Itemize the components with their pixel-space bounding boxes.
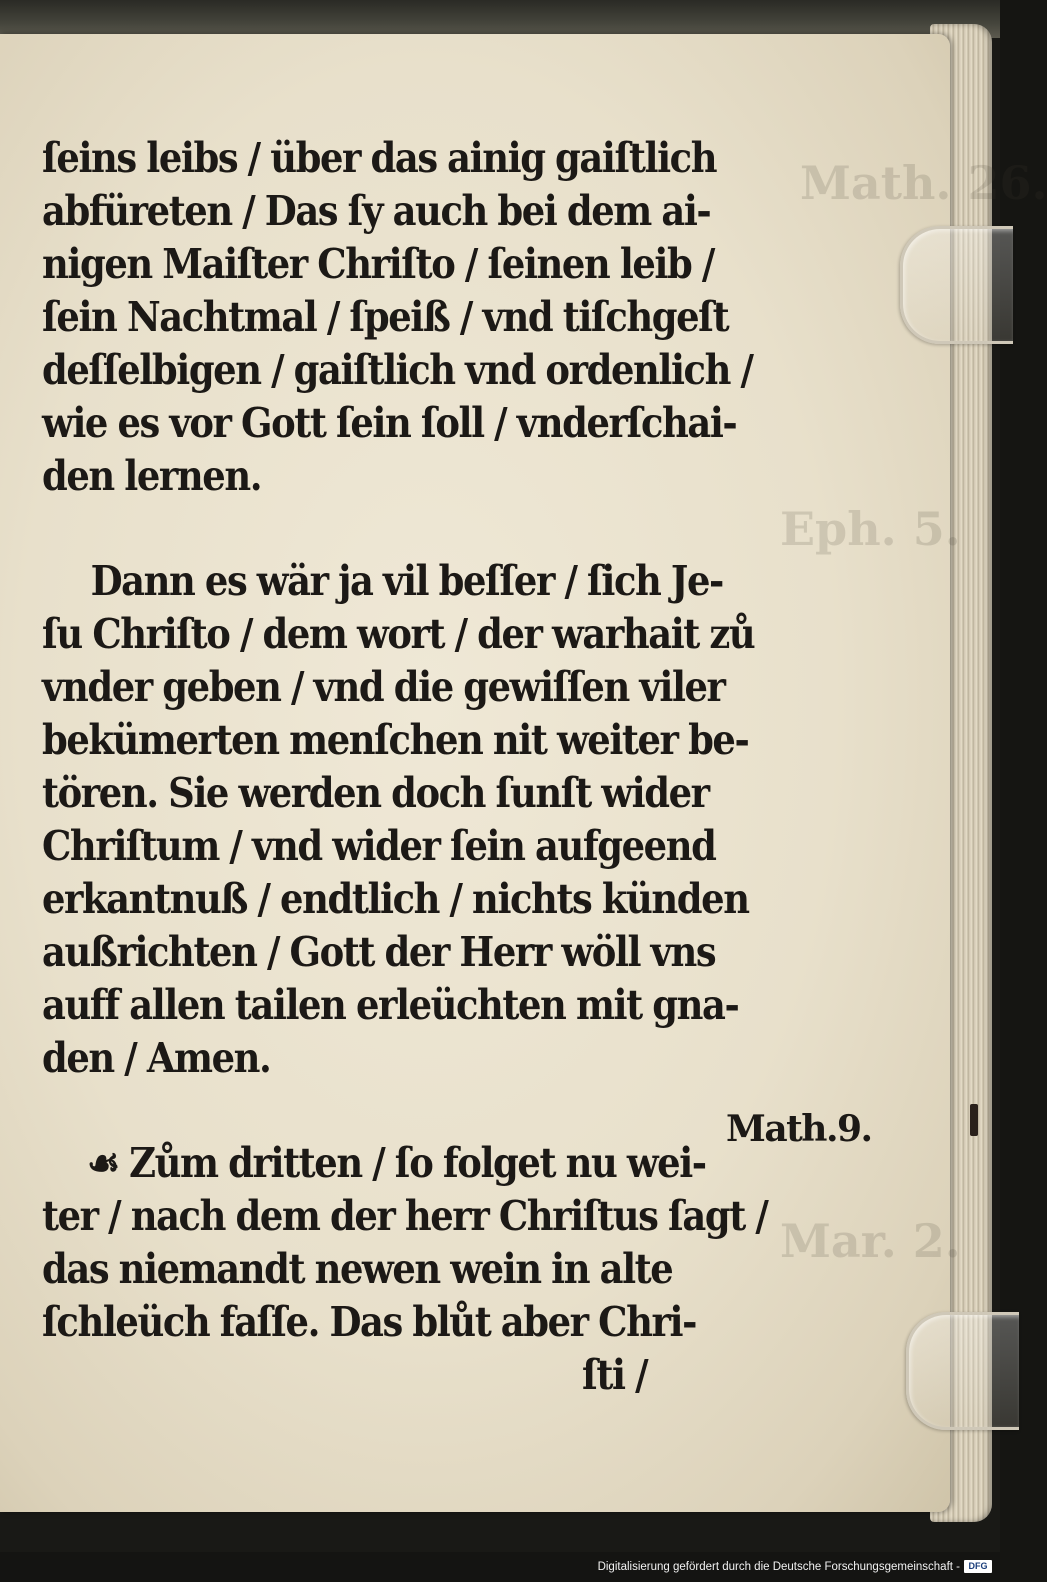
text-line: ſeins leibs / über das ainig gaiſtlich xyxy=(42,134,717,182)
text-line: außrichten / Gott der Herr wöll vns xyxy=(42,928,716,976)
paragraph-3 xyxy=(42,1137,768,1402)
footer-credit-text: Digitalisierung gefördert durch die Deutsche Forschungsgemeinschaft - xyxy=(597,1561,960,1573)
text-line: nigen Maiſter Chriſto / ſeinen leib / xyxy=(42,240,714,288)
text-line: wie es vor Gott ſein ſoll / vnderſchai- xyxy=(42,399,737,447)
binding-pin xyxy=(970,1104,978,1136)
text-line: abfüreten / Das ſy auch bei dem ai- xyxy=(42,187,711,235)
paragraph-1 xyxy=(42,132,753,503)
text-line: ter / nach dem der herr Chriſtus ſagt / xyxy=(42,1192,768,1240)
text-line: auff allen tailen erleüchten mit gna- xyxy=(42,981,739,1029)
paragraph-2 xyxy=(42,555,755,1085)
text-line: bekümerten menſchen nit weiter be- xyxy=(42,716,749,764)
main-text-block xyxy=(42,132,768,1402)
text-line: Dann es wär ja vil beſſer / ſich Je- xyxy=(90,557,723,605)
text-line: deſſelbigen / gaiſtlich vnd ordenlich / xyxy=(42,346,753,394)
text-line: erkantnuß / endtlich / nichts künden xyxy=(42,875,749,923)
text-line: ſein Nachtmal / ſpeiß / vnd tiſchgeſt xyxy=(42,293,729,341)
margin-note: Math.9. xyxy=(726,1108,872,1150)
book-top-edge xyxy=(0,0,1000,38)
text-line: vnder geben / vnd die gewiſſen viler xyxy=(42,663,725,711)
bleed-through-note: Math. 26. xyxy=(800,156,1047,210)
dfg-logo: DFG xyxy=(964,1560,992,1573)
text-line: ſu Chriſto / dem wort / der warhait zů xyxy=(42,610,755,658)
text-line: das niemandt newen wein in alte xyxy=(42,1245,673,1293)
footer-bar xyxy=(0,1552,1000,1582)
bleed-through-note: Eph. 5. xyxy=(780,502,961,556)
text-line: den / Amen. xyxy=(42,1034,271,1082)
text-line: ſchleüch faſſe. Das blůt aber Chri- xyxy=(42,1298,696,1346)
text-line: Chriſtum / vnd wider ſein aufgeend xyxy=(42,822,716,870)
page-clip xyxy=(906,1312,1019,1430)
text-line: tören. Sie werden doch ſunſt wider xyxy=(42,769,709,817)
bleed-through-note: Mar. 2. xyxy=(780,1214,961,1268)
text-line: den lernen. xyxy=(42,452,262,500)
text-line: ☙ Zům dritten / ſo folget nu wei- xyxy=(87,1139,706,1187)
page-clip xyxy=(900,226,1013,344)
catchword: ſti / xyxy=(582,1351,648,1399)
